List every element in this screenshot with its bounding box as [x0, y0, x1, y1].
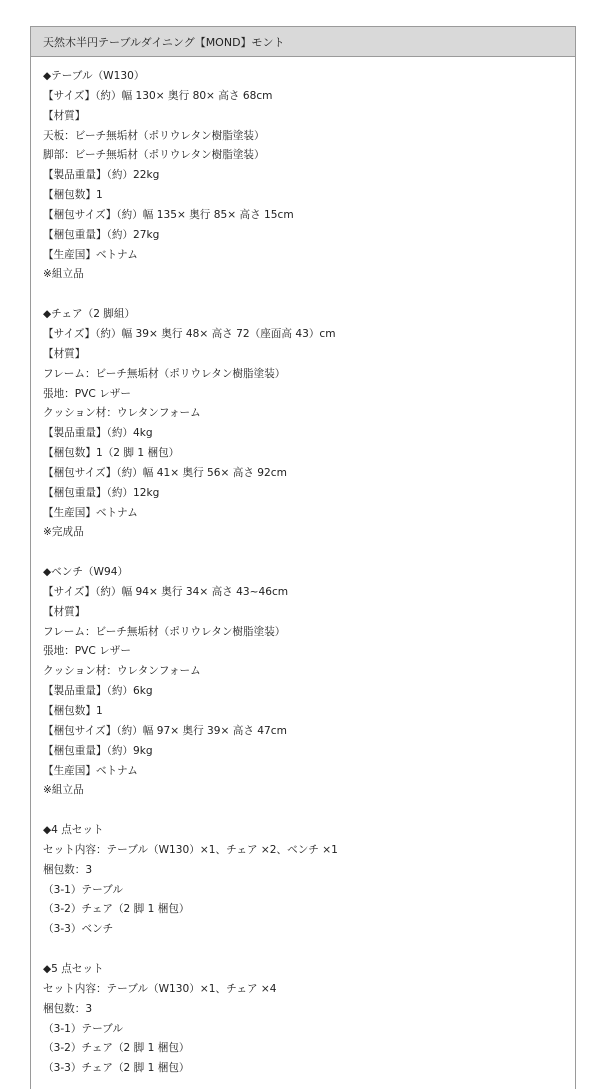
spec-line: 【梱包サイズ】（約）幅 97× 奥行 39× 高さ 47cm — [43, 724, 287, 737]
section-spacer — [43, 940, 575, 960]
spec-section — [43, 960, 575, 1079]
spec-line: （3-3）チェア（2 脚 1 梱包） — [43, 1062, 190, 1075]
spec-line: 梱包数：3 — [43, 1002, 93, 1015]
spec-line: （3-1）テーブル — [43, 1022, 123, 1035]
spec-line: 【梱包重量】（約）9kg — [43, 744, 153, 757]
section-heading: ◆チェア（2 脚組） — [43, 308, 136, 321]
spec-line: 【製品重量】（約）6kg — [43, 685, 153, 698]
section-spacer — [43, 285, 575, 305]
spec-line: ※組立品 — [43, 268, 84, 281]
spec-line: フレーム：ビーチ無垢材（ポリウレタン樹脂塗装） — [43, 367, 286, 380]
spec-line: 梱包数：3 — [43, 863, 93, 876]
spec-line: 張地：PVC レザー — [43, 645, 131, 658]
spec-sheet — [30, 26, 576, 1089]
spec-line: 【梱包数】1（2 脚 1 梱包） — [43, 447, 180, 460]
spec-line: 【生産国】ベトナム — [43, 248, 138, 261]
spec-line: （3-1）テーブル — [43, 883, 123, 896]
spec-line: 天板：ビーチ無垢材（ポリウレタン樹脂塗装） — [43, 129, 265, 142]
spec-line: 【製品重量】（約）4kg — [43, 427, 153, 440]
spec-line: セット内容：テーブル（W130）×1、チェア ×2、ベンチ ×1 — [43, 843, 338, 856]
spec-line: 脚部：ビーチ無垢材（ポリウレタン樹脂塗装） — [43, 149, 265, 162]
spec-line: 【製品重量】（約）22kg — [43, 169, 160, 182]
spec-section — [43, 305, 575, 563]
spec-line: 【梱包サイズ】（約）幅 135× 奥行 85× 高さ 15cm — [43, 208, 294, 221]
spec-line: セット内容：テーブル（W130）×1、チェア ×4 — [43, 982, 277, 995]
spec-line: 【材質】 — [43, 109, 86, 122]
spec-section — [43, 563, 575, 821]
spec-line: 【サイズ】（約）幅 130× 奥行 80× 高さ 68cm — [43, 89, 273, 102]
spec-line: ※組立品 — [43, 784, 84, 797]
spec-line: フレーム：ビーチ無垢材（ポリウレタン樹脂塗装） — [43, 625, 286, 638]
section-heading: ◆テーブル（W130） — [43, 70, 145, 82]
spec-line: 【サイズ】（約）幅 94× 奥行 34× 高さ 43~46cm — [43, 585, 289, 598]
section-heading: ◆ベンチ（W94） — [43, 566, 129, 579]
title-bar — [31, 27, 575, 57]
spec-line: （3-3）ベンチ — [43, 923, 114, 936]
spec-line: 【材質】 — [43, 605, 86, 618]
spec-line: 張地：PVC レザー — [43, 387, 131, 400]
section-heading: ◆5 点セット — [43, 962, 104, 975]
spec-line: （3-2）チェア（2 脚 1 梱包） — [43, 1042, 190, 1055]
spec-line: 【梱包数】1 — [43, 705, 103, 717]
section-spacer — [43, 543, 575, 563]
spec-line: クッション材：ウレタンフォーム — [43, 407, 201, 420]
spec-body — [31, 57, 575, 1079]
spec-line: 【生産国】ベトナム — [43, 764, 138, 777]
spec-line: 【梱包重量】（約）12kg — [43, 486, 160, 499]
section-spacer — [43, 801, 575, 821]
page-title: 天然木半円テーブルダイニング【MOND】モント — [43, 35, 285, 49]
spec-line: 【生産国】ベトナム — [43, 506, 138, 519]
spec-line: （3-2）チェア（2 脚 1 梱包） — [43, 903, 190, 916]
spec-line: クッション材：ウレタンフォーム — [43, 665, 201, 678]
section-heading: ◆4 点セット — [43, 824, 104, 837]
spec-line: 【材質】 — [43, 347, 86, 360]
spec-line: 【サイズ】（約）幅 39× 奥行 48× 高さ 72（座面高 43）cm — [43, 327, 336, 340]
spec-section — [43, 67, 575, 305]
spec-line: ※完成品 — [43, 526, 84, 539]
spec-line: 【梱包数】1 — [43, 189, 103, 202]
spec-line: 【梱包サイズ】（約）幅 41× 奥行 56× 高さ 92cm — [43, 466, 287, 479]
spec-line: 【梱包重量】（約）27kg — [43, 228, 160, 241]
spec-section — [43, 821, 575, 960]
